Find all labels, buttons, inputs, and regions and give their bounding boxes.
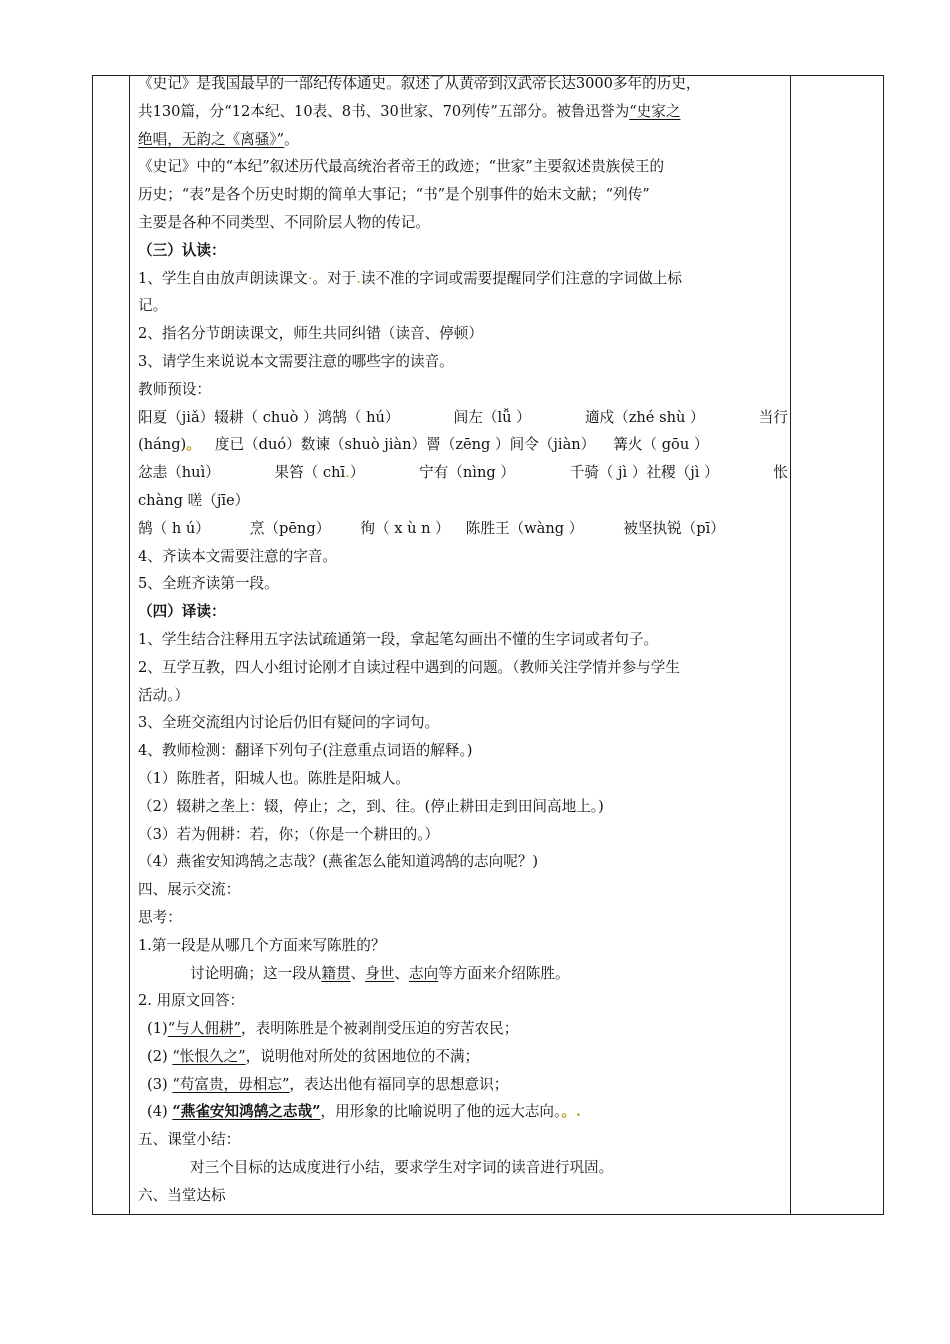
section-heading-showcase: 四、展示交流： [138,881,241,899]
pinyin-row: 鹄（ h ú） 烹（pēng） 徇（ x ù n ） 陈胜王（wàng ） 被坚执锐（pī） [138,519,725,537]
underlined-quote: “史家之 [629,102,681,120]
paragraph-line: 主要是各种不同类型、不同阶层人物的传记。 [138,213,430,231]
translation-item: （2）辍耕之垄上：辍，停止；之，到、往。(停止耕田走到田间高地上。) [138,797,604,815]
translation-item: （3）若为佣耕：若，你；（你是一个耕田的。） [138,825,440,843]
paragraph-line: 《史记》中的“本纪”叙述历代最高统治者帝王的政迹；“世家”主要叙述贵族侯王的 [138,158,665,176]
underlined-quote: 绝唱，无韵之《离骚》” [138,130,285,148]
pinyin-row: (háng)。 度已（duó）数谏（shuò jiàn）罾（zēng ）间令（jiàn） 篝火（ gōu ） [138,436,709,454]
pinyin-row: chàng 嗟（jīe） [138,491,250,509]
section-heading-reading: （三）认读： [138,241,226,259]
paragraph-line: 绝唱，无韵之《离骚》”。 [138,130,299,148]
preset-label: 教师预设： [138,380,211,398]
answer-item: (1)“与人佣耕”，表明陈胜是个被剥削受压迫的穷苦农民； [147,1020,519,1038]
translation-item: （4）燕雀安知鸿鹄之志哉？(燕雀怎么能知道鸿鹄的志向呢？) [138,853,539,871]
section-heading-summary: 五、课堂小结： [138,1131,241,1149]
step-line: 1、学生自由放声朗读课文·。对于.读不准的字词或需要提醒同学们注意的字词做上标 [138,269,682,287]
edit-mark: · [307,269,313,287]
paragraph-line: 历史；“表”是各个历史时期的简单大事记；“书”是个别事件的始末文献；“列传” [138,186,650,204]
step-line: 2、互学互教，四人小组讨论刚才自读过程中遇到的问题。（教师关注学情并参与学生 [138,658,680,676]
paragraph-line: 《史记》是我国最早的一部纪传体通史。叙述了从黄帝到汉武帝长达3000多年的历史， [138,75,701,92]
step-line: 2、指名分节朗读课文，师生共同纠错（读音、停顿） [138,325,483,343]
translation-item: （1）陈胜者，阳城人也。陈胜是阳城人。 [138,769,410,787]
section-heading-translation: （四）译读： [138,603,226,621]
question-1: 1.第一段是从哪几个方面来写陈胜的？ [138,936,386,954]
step-line: 3、全班交流组内讨论后仍旧有疑问的字词句。 [138,714,440,732]
answer-item: (3) “苟富贵，毋相忘”，表达出他有福同享的思想意识； [147,1075,509,1093]
section-heading-assessment: 六、当堂达标 [138,1186,226,1204]
step-line: 记。 [138,297,168,315]
step-line: 4、齐读本文需要注意的字音。 [138,547,338,565]
step-line: 1、学生结合注释用五字法试疏通第一段，拿起笔勾画出不懂的生字词或者句子。 [138,630,659,648]
table-column-divider-left [129,76,130,1214]
pinyin-row: 忿恚（huì） 果笞（ chī.） 宁有（nìng ） 千骑（ jì ）社稷（jì ） 怅 [138,464,788,482]
answer-item: (4) “燕雀安知鸿鹄之志哉”，用形象的比喻说明了他的远大志向。。. [147,1103,581,1121]
question-2: 2. 用原文回答： [138,992,245,1010]
paragraph-line: 共130篇，分“12本纪、10表、8书、30世家、70列传”五部分。被鲁迅誉为“史家之 [138,102,681,120]
think-label: 思考： [138,908,182,926]
step-line: 3、请学生来说说本文需要注意的哪些字的读音。 [138,352,454,370]
table-column-divider-right [790,76,791,1214]
edit-mark: . [356,269,361,287]
summary-text: 对三个目标的达成度进行小结，要求学生对字词的读音进行巩固。 [190,1159,614,1177]
answer-1: 讨论明确；这一段从籍贯、身世、志向等方面来介绍陈胜。 [190,964,570,982]
step-line: 活动。） [138,686,190,704]
step-line: 5、全班齐读第一段。 [138,575,279,593]
lesson-content [138,70,788,1210]
pinyin-row: 阳夏（jiǎ）辍耕（ chuò ）鸿鹄（ hú） 闾左（lǚ ） 適戍（zhé shù ） 当行 [138,408,788,426]
answer-item: (2) “怅恨久之”，说明他对所处的贫困地位的不满； [147,1047,480,1065]
step-line: 4、教师检测：翻译下列句子(注意重点词语的解释。) [138,742,473,760]
